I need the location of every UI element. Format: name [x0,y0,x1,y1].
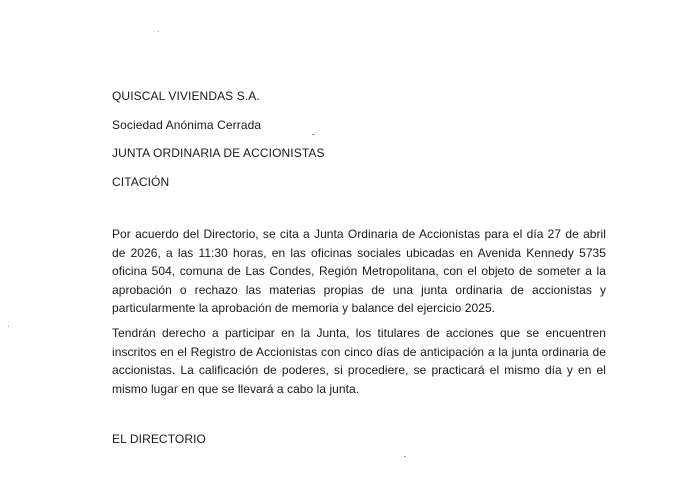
meeting-title: JUNTA ORDINARIA DE ACCIONISTAS [112,146,325,160]
notice-paragraph-2: Tendrán derecho a participar en la Junta, los titulares de acciones que se encuentren inscritos en el Registro de Accionistas con cinco días de anticipación a la junta ordinaria de accionistas. La calificación de poderes, si procediere, se practicará el mismo día y en el mismo lugar en que se llevará a cabo la junta. [112,326,606,396]
scan-speck [404,456,406,457]
signature: EL DIRECTORIO [112,432,206,446]
notice-paragraph-1: Por acuerdo del Directorio, se cita a Junta Ordinaria de Accionistas para el día 27 de abril de 2026, a las 11:30 horas, en las oficinas sociales ubicadas en Avenida Kennedy 5735 oficina 504, comuna de Las Condes, Región Metropolitana, con el objeto de someter a la aprobación o rechazo las materias propias de una junta ordinaria de accionistas y particularmente la aprobación de memoria y balance del ejercicio 2025. [112,227,606,315]
scan-speck [8,326,9,327]
company-type: Sociedad Anónima Cerrada [112,118,262,132]
company-name: QUISCAL VIVIENDAS S.A. [112,89,260,103]
scan-speck [158,31,159,32]
notice-title: CITACIÓN [112,175,170,189]
scan-speck [312,134,315,135]
